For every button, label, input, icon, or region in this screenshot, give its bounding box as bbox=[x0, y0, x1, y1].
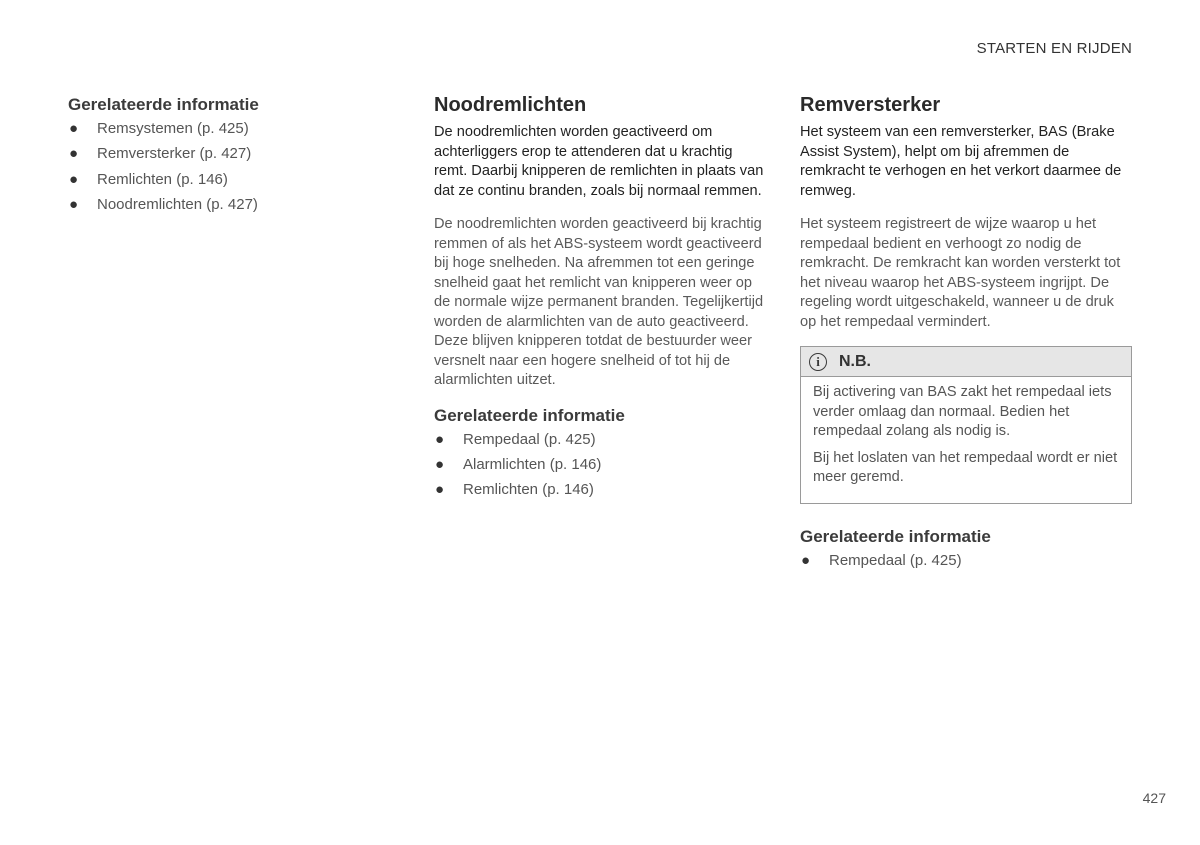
bullet-icon: ● bbox=[69, 170, 79, 188]
note-label: N.B. bbox=[839, 352, 871, 370]
related-info-heading: Gerelateerde informatie bbox=[800, 526, 991, 546]
note-body bbox=[801, 377, 1131, 503]
related-link-noodremlichten[interactable]: ● Noodremlichten (p. 427) bbox=[68, 192, 368, 217]
related-link-remlichten[interactable]: ● Remlichten (p. 146) bbox=[434, 477, 768, 502]
bullet-icon: ● bbox=[435, 430, 445, 448]
section-intro: Het systeem van een remversterker, BAS (Brake Assist System), helpt om bij afremmen de remkracht te verhogen en het verkort daarmee de remweg. bbox=[800, 124, 1122, 199]
related-link-rempedaal[interactable]: ● Rempedaal (p. 425) bbox=[434, 427, 768, 452]
related-link-alarmlichten[interactable]: ● Alarmlichten (p. 146) bbox=[434, 452, 768, 477]
related-link-remversterker[interactable]: ● Remversterker (p. 427) bbox=[68, 141, 368, 166]
related-info-block bbox=[434, 405, 768, 503]
related-info-list bbox=[68, 116, 368, 217]
section-title: Remversterker bbox=[800, 94, 941, 116]
bullet-icon: ● bbox=[435, 455, 445, 473]
note-header bbox=[801, 347, 1131, 377]
related-link-remlichten[interactable]: ● Remlichten (p. 146) bbox=[68, 167, 368, 192]
column-related-links bbox=[68, 92, 368, 217]
info-icon: i bbox=[809, 353, 827, 371]
bullet-icon: ● bbox=[69, 145, 79, 163]
related-info-list bbox=[800, 548, 1132, 573]
related-info-heading: Gerelateerde informatie bbox=[68, 95, 259, 114]
related-info-heading: Gerelateerde informatie bbox=[434, 405, 625, 425]
section-intro: De noodremlichten worden geactiveerd om achterliggers erop te attenderen dat u krachtig remt. Daarbij knipperen de remlichten in plaats van dat ze continu branden, zoals bij normaal remmen. bbox=[434, 124, 764, 199]
related-info-list bbox=[434, 427, 768, 503]
section-remversterker bbox=[800, 92, 1132, 573]
bullet-icon: ● bbox=[801, 551, 811, 569]
section-title: Noodremlichten bbox=[434, 94, 587, 116]
bullet-icon: ● bbox=[69, 120, 79, 137]
bullet-icon: ● bbox=[69, 195, 79, 213]
running-head: STARTEN EN RIJDEN bbox=[976, 40, 1132, 57]
related-link-rempedaal[interactable]: ● Rempedaal (p. 425) bbox=[800, 548, 1132, 573]
bullet-icon: ● bbox=[435, 481, 445, 499]
section-body: Het systeem registreert de wijze waarop u het rempedaal bedient en verhoogt zo nodig de remkracht. De remkracht kan worden versterkt tot het niveau waarop het ABS-systeem ingrijpt. De regeling wordt uitgeschakeld, wanneer u de druk op het rempedaal vermindert. bbox=[800, 216, 1121, 330]
note-box bbox=[800, 346, 1132, 504]
section-noodremlichten bbox=[434, 92, 768, 502]
note-paragraph: Bij activering van BAS zakt het rempedaal iets verder omlaag dan normaal. Bedien het rempedaal zolang als nodig is. bbox=[813, 384, 1112, 439]
related-link-remsystemen[interactable]: ● Remsystemen (p. 425) bbox=[68, 116, 368, 141]
page-number: 427 bbox=[1142, 790, 1166, 806]
related-info-block bbox=[800, 526, 1132, 573]
section-body: De noodremlichten worden geactiveerd bij krachtig remmen of als het ABS-systeem wordt geactiveerd bij hoge snelheden. Na afremmen tot een geringe snelheid gaat het remlicht van knipperen weer op de normale wijze permanent branden. Tegelijkertijd worden de alarmlichten van de auto geactiveerd. Deze blijven knipperen totdat de bestuurder weer versnelt naar een hogere snelheid of tot hij de alarmlichten uitzet. bbox=[434, 216, 764, 388]
note-paragraph: Bij het loslaten van het rempedaal wordt er niet meer geremd. bbox=[813, 449, 1118, 485]
